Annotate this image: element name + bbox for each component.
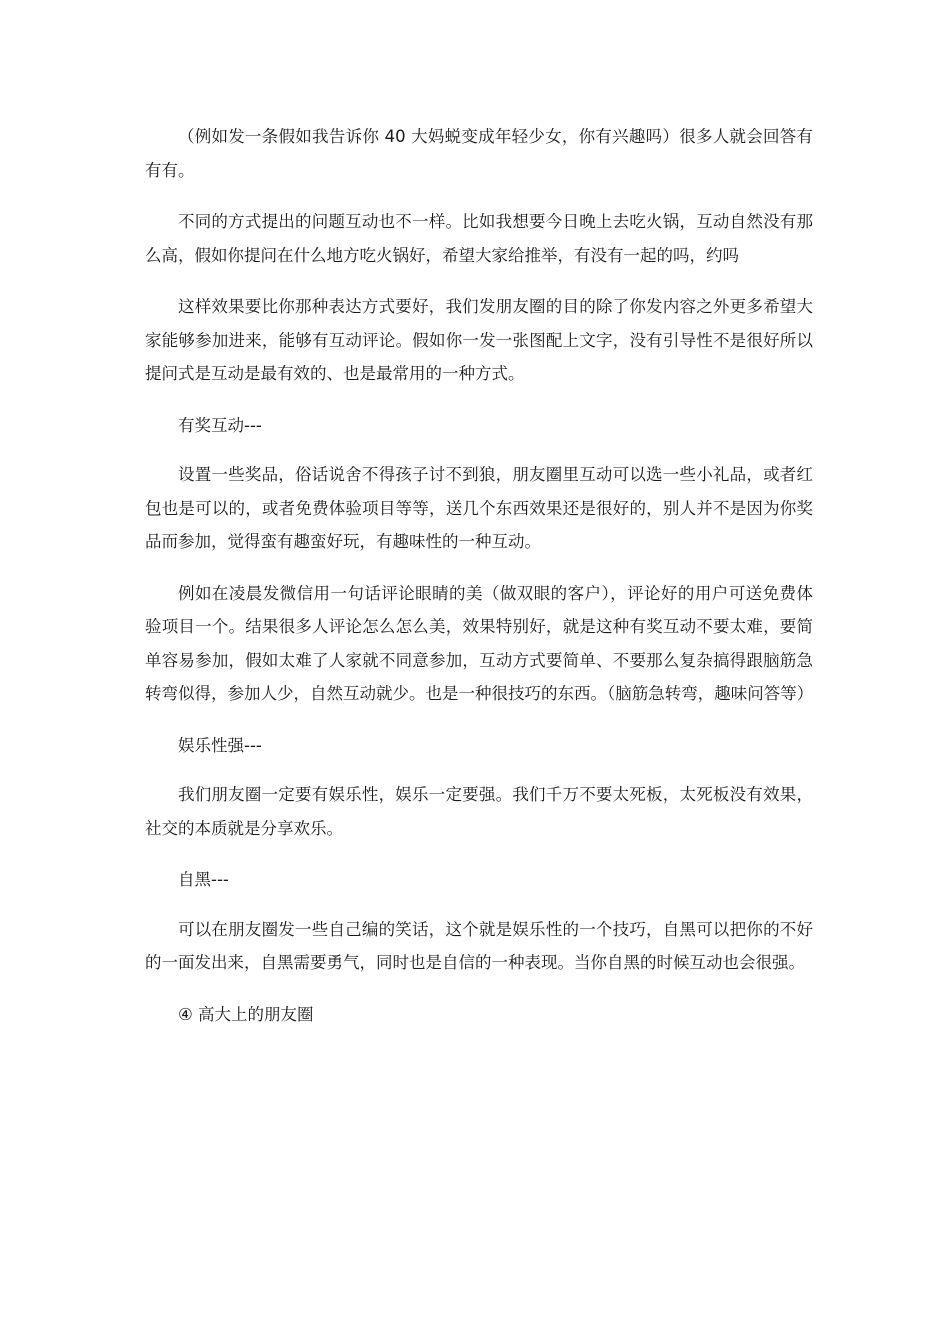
paragraph-question-effect: 这样效果要比你那种表达方式要好，我们发朋友圈的目的除了你发内容之外更多希望大家能够参加进来，能够有互动评论。假如你一发一张图配上文字，没有引导性不是很好所以提问式是互动是最有效的、也是最常用的一种方式。 [145, 297, 813, 383]
paragraph-question-styles: 不同的方式提出的问题互动也不一样。比如我想要今日晚上去吃火锅，互动自然没有那么高，假如你提问在什么地方吃火锅好，希望大家给推举，有没有一起的吗，约吗 [145, 212, 813, 265]
paragraph-reward-example: 例如在凌晨发微信用一句话评论眼睛的美（做双眼的客户），评论好的用户可送免费体验项目一个。结果很多人评论怎么怎么美，效果特别好，就是这种有奖互动不要太难，要简单容易参加，假如太难了人家就不同意参加，互动方式要简单、不要那么复杂搞得跟脑筋急转弯似得，参加人少，自然互动就少。也是一种很技巧的东西。（脑筋急转弯，趣味问答等） [145, 583, 814, 703]
document-body [145, 120, 813, 1047]
paragraph-example-question: （例如发一条假如我告诉你 40 大妈蜕变成年轻少女，你有兴趣吗）很多人就会回答有有有。 [145, 127, 813, 180]
section-heading-self-deprecation: 自黑--- [178, 870, 229, 889]
section-heading-premium-moments: ④ 高大上的朋友圈 [178, 1004, 314, 1024]
paragraph-self-deprecation: 可以在朋友圈发一些自己编的笑话，这个就是娱乐性的一个技巧，自黑可以把你的不好的一面发出来，自黑需要勇气，同时也是自信的一种表现。当你自黑的时候互动也会很强。 [145, 919, 813, 972]
section-heading-entertainment: 娱乐性强--- [178, 735, 262, 755]
paragraph-reward-setup: 设置一些奖品，俗话说舍不得孩子讨不到狼，朋友圈里互动可以选一些小礼品，或者红包也是可以的，或者免费体验项目等等，送几个东西效果还是很好的，别人并不是因为你奖品而参加，觉得蛮有趣蛮好玩，有趣味性的一种互动。 [145, 465, 813, 551]
paragraph-entertainment: 我们朋友圈一定要有娱乐性，娱乐一定要强。我们千万不要太死板，太死板没有效果，社交的本质就是分享欢乐。 [145, 785, 813, 838]
section-heading-reward-interaction: 有奖互动--- [178, 415, 262, 435]
